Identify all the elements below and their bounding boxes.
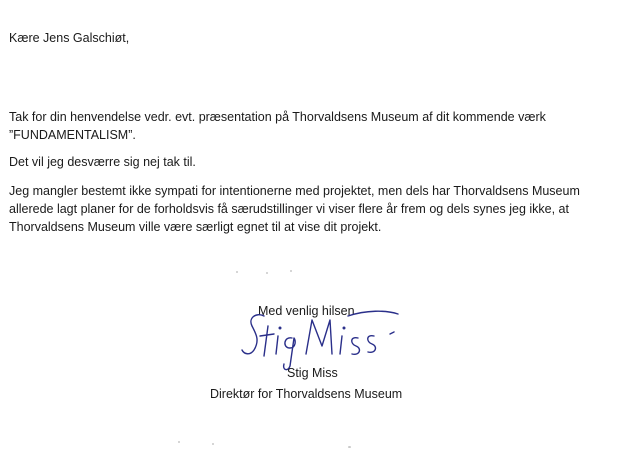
paragraph-decline: Det vil jeg desværre sig nej tak til. [9,155,196,169]
paragraph-line: Thorvaldsens Museum ville være særligt egnet til at vise dit projekt. [9,220,382,234]
paragraph-request [9,108,546,144]
handwritten-signature [226,296,416,374]
scan-speck [236,271,238,273]
salutation: Kære Jens Galschiøt, [9,31,130,45]
paragraph-line: allerede lagt planer for de forholdsvis få særudstillinger vi viser flere år frem og dels synes jeg ikke, at [9,202,569,216]
paragraph-line: Tak for din henvendelse vedr. evt. præsentation på Thorvaldsens Museum af dit kommende værk [9,110,546,124]
scan-speck [348,446,351,448]
closing: Med venlig hilsen [258,304,355,318]
scan-speck [266,272,268,274]
signer-title: Direktør for Thorvaldsens Museum [210,387,403,401]
paragraph-line: ”FUNDAMENTALISM”. [9,128,136,142]
scan-speck [290,270,292,272]
paragraph-reason [9,182,580,236]
scan-speck [178,441,180,443]
signer-name: Stig Miss [287,366,338,380]
paragraph-line: Jeg mangler bestemt ikke sympati for intentionerne med projektet, men dels har Thorvaldsens Museum [9,184,580,198]
scan-speck [212,443,214,445]
